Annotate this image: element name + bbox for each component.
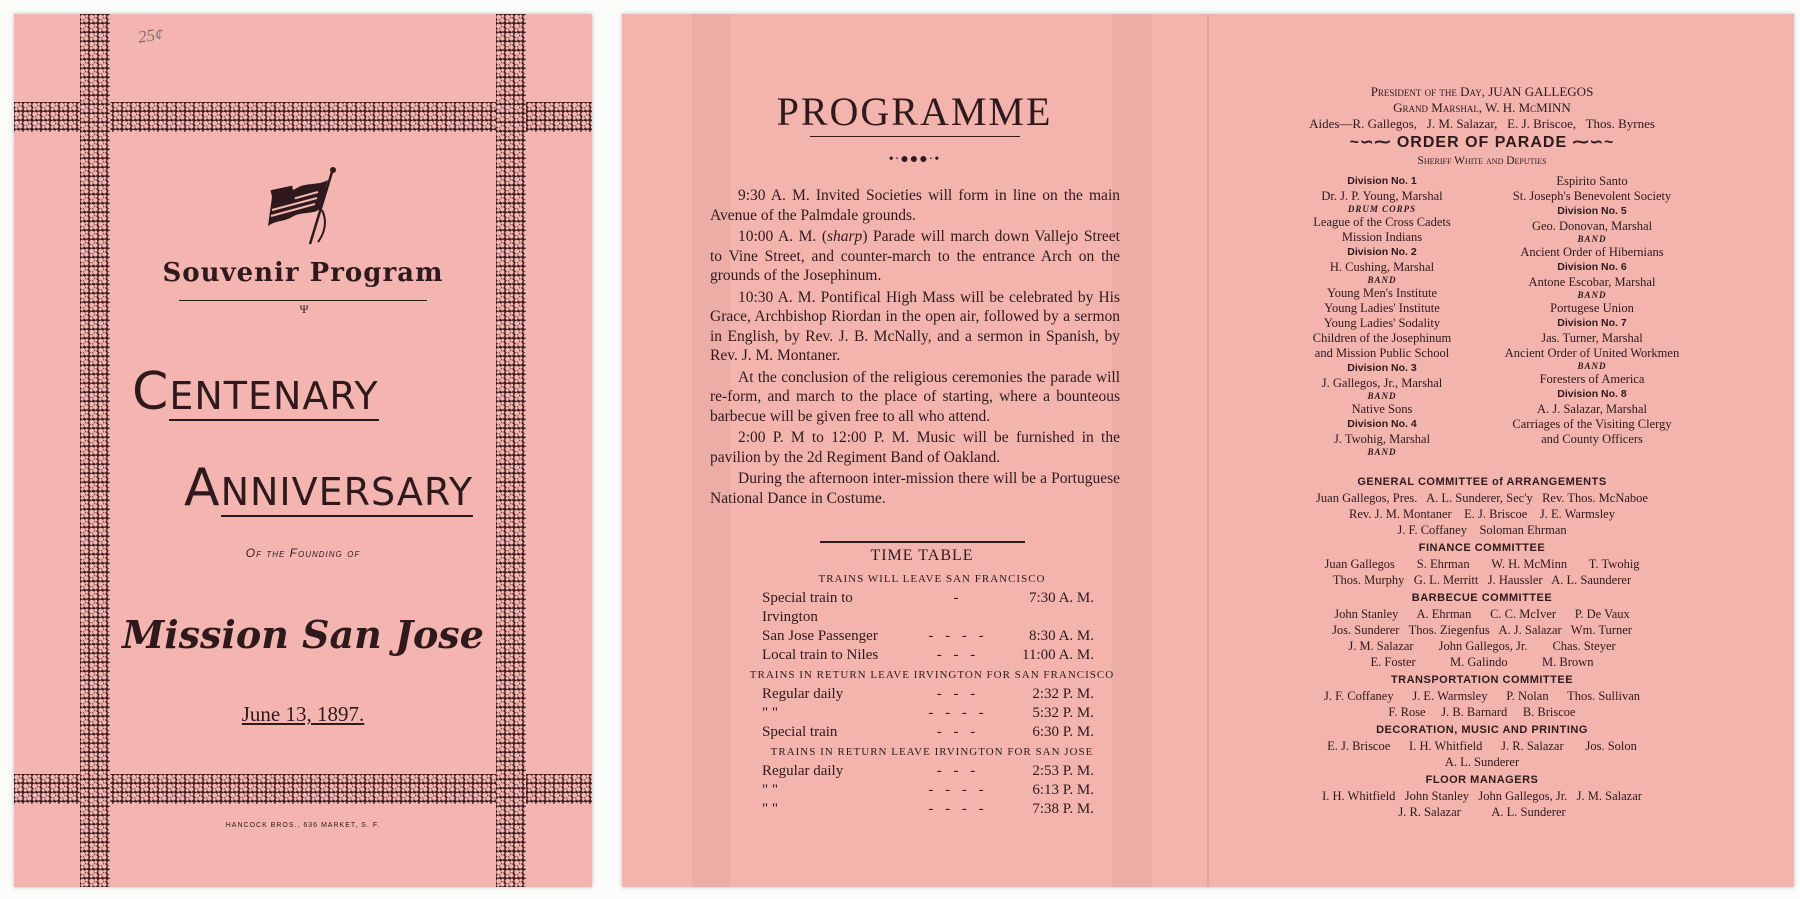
division-heading: Division No. 5 [1557,205,1627,217]
leader-dots: - - - [936,763,980,779]
event-date: June 13, 1897. [241,702,365,726]
parade-entry: Dr. J. P. Young, Marshal [1321,189,1443,203]
division-heading: Division No. 4 [1347,418,1417,430]
train-name: Regular daily [762,686,844,702]
parade-entry: A. J. Salazar, Marshal [1537,402,1647,416]
souvenir-program-heading: Souvenir Program [162,258,444,288]
leader-dots: - - - - [928,705,988,721]
committee-members: E. Foster M. Galindo M. Brown [1370,655,1594,669]
parade-entry: J. Twohig, Marshal [1333,432,1431,446]
timetable-row [762,646,1142,665]
departure-time: 5:32 P. M. [1032,705,1094,721]
parade-entry: J. Gallegos, Jr., Marshal [1321,376,1443,390]
committee-members: Thos. Murphy G. L. Merritt J. Haussler A. L. Saunderer [1332,573,1632,587]
division-heading: Division No. 7 [1557,317,1627,329]
committee-members: J. M. Salazar John Gallegos, Jr. Chas. Steyer [1348,639,1616,653]
committee-members: A. L. Sunderer [1444,755,1520,769]
centenary-rest: ENTENARY [169,374,378,421]
band-label: BAND [1577,361,1607,371]
band-label: BAND [1577,234,1607,244]
parade-entry: Ancient Order of Hibernians [1520,245,1664,259]
train-name: Special train to Irvington [762,590,853,625]
p2-sharp: sharp [826,228,863,245]
committee-members: Juan Gallegos, Pres. A. L. Sunderer, Sec'y Rev. Thos. McNaboe [1316,491,1648,505]
order-of-parade-heading [1262,135,1702,151]
p2-rest: ) Parade will march down Vallejo Street to Vine Street, and counter-march to the entrance Arch on the grounds of the Josephinum. [710,228,1120,284]
programme-sheet [622,14,1794,887]
timetable-row [762,589,1142,627]
programme-p4: At the conclusion of the religious ceremonies the parade will re-form, and march to the place of starting, where a bounteous barbecue will be given free to all who attend. [710,368,1120,425]
committee-members: I. H. Whitfield John Stanley John Gallegos, Jr. J. M. Salazar [1322,789,1642,803]
timetable-rule [820,541,1025,543]
committee-heading: BARBECUE COMMITTEE [1411,592,1553,604]
printer-credit: HANCOCK BROS., 636 MARKET, S. F. [225,822,381,829]
anniversary-title [184,458,473,518]
train-name: Local train to Niles [762,647,879,663]
committee-heading: FLOOR MANAGERS [1425,774,1539,786]
parade-entry: Mission Indians [1341,230,1423,244]
american-flag-icon [262,164,352,254]
departure-time: 2:32 P. M. [1032,686,1094,702]
order-of-parade-label: ORDER OF PARADE [1396,134,1568,151]
committee-heading: FINANCE COMMITTEE [1418,542,1546,554]
committee-members: J. F. Coffaney J. E. Warmsley P. Nolan Thos. Sullivan [1323,689,1641,703]
timetable-title: TIME TABLE [870,547,974,564]
train-name: San Jose Passenger [762,628,878,644]
anniversary-rest: NNIVERSARY [221,470,473,517]
timetable-section-heading: TRAINS WILL LEAVE SAN FRANCISCO [818,573,1046,585]
leader-dots: - - - [936,647,980,663]
parade-entry: Ancient Order of United Workmen [1504,346,1680,360]
departure-time: 7:38 P. M. [1032,801,1094,817]
train-name: " " [762,705,778,721]
division-heading: Division No. 8 [1557,388,1627,400]
title-ornament: •·●●●·• [888,152,941,167]
programme-p3: 10:30 A. M. Pontifical High Mass will be celebrated by His Grace, Archbishop Riordan in the open air, followed by a sermon in English, by Rev. J. B. McNally, and a sermon in Spanish, by Rev. J. M. Montaner. [710,288,1120,364]
programme-body [710,186,1120,510]
centenary-title [132,362,379,422]
timetable [722,569,1142,819]
center-fold [1207,14,1209,887]
parade-entry: Foresters of America [1539,372,1645,386]
departure-time: 7:30 A. M. [1028,590,1094,606]
parade-entry: Portugese Union [1550,301,1634,315]
band-label: BAND [1367,447,1397,457]
sheriff-deputies: Sheriff White and Deputies [1417,155,1547,167]
timetable-row [762,685,1142,704]
leader-dots: - - - - [928,801,988,817]
mission-san-jose: Mission San Jose [122,612,484,657]
leader-dots: - - - - [928,782,988,798]
division-heading: Division No. 1 [1347,175,1417,187]
centenary-initial: C [132,362,170,422]
president-of-day: President of the Day, JUAN GALLEGOS [1370,84,1594,99]
parade-entry: and Mission Public School [1314,346,1450,360]
parade-entry: Jas. Turner, Marshal [1541,331,1643,345]
leader-dots: - - - [936,686,980,702]
title-flourish [810,136,1020,137]
division-heading: Division No. 6 [1557,261,1627,273]
band-label: BAND [1367,391,1397,401]
committee-members: Juan Gallegos S. Ehrman W. H. McMinn T. Twohig [1324,557,1640,571]
departure-time: 11:00 A. M. [1022,647,1094,663]
parade-entry: Geo. Donovan, Marshal [1531,219,1653,233]
parade-entry: St. Joseph's Benevolent Society [1512,189,1672,203]
train-name: " " [762,782,778,798]
timetable-row [762,781,1142,800]
flourish-right-icon: ⁓∽~ [1567,134,1615,151]
right-border-band [496,14,526,887]
committees [1262,472,1702,820]
heading-ornament: Ψ [299,302,309,316]
committee-members: F. Rose J. B. Barnard B. Briscoe [1388,705,1576,719]
parade-entry: Young Ladies' Sodality [1323,316,1441,330]
timetable-row [762,627,1142,646]
parade-entry: League of the Cross Cadets [1313,215,1451,229]
leader-dots: - - - - [928,628,988,644]
leader-dots: - - - [936,724,980,740]
pencil-note: 25¢ [136,24,165,47]
grand-marshal: Grand Marshal, W. H. McMINN [1393,100,1571,115]
division-heading: Division No. 2 [1347,246,1417,258]
train-name: Regular daily [762,763,844,779]
parade-entry: Native Sons [1351,402,1413,416]
parade-entry: Children of the Josephinum [1312,331,1452,345]
programme-p1: 9:30 A. M. Invited Societies will form in line on the main Avenue of the Palmdale grounds. [710,187,1120,224]
committee-members: E. J. Briscoe I. H. Whitfield J. R. Salazar Jos. Solon [1327,739,1637,753]
band-label: DRUM CORPS [1347,204,1417,214]
programme-title: PROGRAMME [776,89,1053,134]
parade-entry: Antone Escobar, Marshal [1528,275,1656,289]
departure-time: 8:30 A. M. [1028,628,1094,644]
aides: Aides—R. Gallegos, J. M. Salazar, E. J. Briscoe, Thos. Byrnes [1309,116,1655,131]
timetable-row [762,704,1142,723]
programme-p5: 2:00 P. M to 12:00 P. M. Music will be furnished in the pavilion by the 2d Regiment Band of Oakland. [710,429,1120,466]
division-heading: Division No. 3 [1347,362,1417,374]
timetable-section-heading: TRAINS IN RETURN LEAVE IRVINGTON FOR SAN FRANCISCO [749,669,1115,681]
committee-members: Jos. Sunderer Thos. Ziegenfus A. J. Salazar Wm. Turner [1332,623,1632,637]
parade-entry: Carriages of the Visiting Clergy [1512,417,1672,431]
committee-members: Rev. J. M. Montaner E. J. Briscoe J. E. Warmsley [1349,507,1615,521]
timetable-section-heading: TRAINS IN RETURN LEAVE IRVINGTON FOR SAN JOSE [770,746,1094,758]
departure-time: 6:30 P. M. [1032,724,1094,740]
cover-sheet [14,14,592,887]
departure-time: 6:13 P. M. [1032,782,1094,798]
committee-members: J. F. Coffaney Soloman Ehrman [1397,523,1567,537]
band-label: BAND [1577,290,1607,300]
parade-entry: Young Men's Institute [1326,286,1438,300]
committee-heading: TRANSPORTATION COMMITTEE [1390,674,1574,686]
parade-left-column [1282,174,1482,458]
timetable-row [762,723,1142,742]
left-border-band [80,14,110,887]
parade-entry: and County Officers [1541,432,1643,446]
parade-right-column [1482,174,1702,447]
committee-heading: DECORATION, MUSIC AND PRINTING [1376,724,1588,736]
anniversary-initial: A [184,458,221,518]
programme-p2 [710,227,1120,286]
committee-heading: GENERAL COMMITTEE of ARRANGEMENTS [1357,476,1607,488]
parade-entry: Young Ladies' Institute [1324,301,1440,315]
parade-entry: Espirito Santo [1556,174,1628,188]
heading-rule [179,300,427,301]
parade-entry: H. Cushing, Marshal [1329,260,1435,274]
programme-p6: During the afternoon inter-mission there will be a Portuguese National Dance in Costume. [710,470,1120,507]
train-name: Special train [762,724,838,740]
committee-members: John Stanley A. Ehrman C. C. McIver P. De Vaux [1334,607,1630,621]
departure-time: 2:53 P. M. [1032,763,1094,779]
leader-dots: - [953,590,963,606]
p2-time: 10:00 A. M. ( [738,228,827,245]
of-the-founding-of: Of the Founding of [245,546,361,560]
timetable-row [762,800,1142,819]
committee-members: J. R. Salazar A. L. Sunderer [1398,805,1566,819]
flourish-left-icon: ~∽⁓ [1349,134,1397,151]
train-name: " " [762,801,778,817]
band-label: BAND [1367,275,1397,285]
officers [1262,84,1702,169]
timetable-row [762,762,1142,781]
